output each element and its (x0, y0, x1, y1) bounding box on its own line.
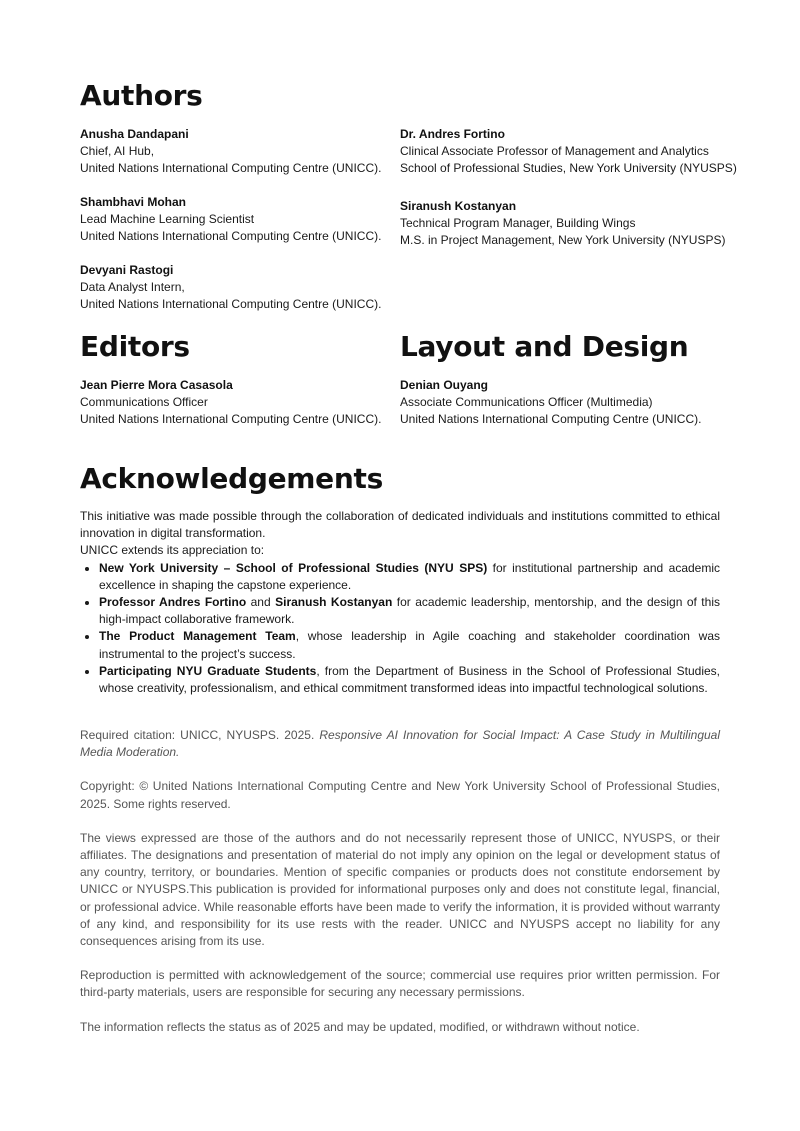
author-role: Technical Program Manager, Building Wings (400, 216, 636, 230)
layout-design-column (400, 330, 720, 445)
ack-item-bold: Professor Andres Fortino (99, 595, 247, 610)
author-name: Siranush Kostanyan (400, 199, 517, 213)
ack-item-bold: Siranush Kostanyan (275, 595, 393, 610)
ack-item-text: , whose leadership in Agile coaching and stakeholder coordination was instrumental to the project’s success. (99, 629, 720, 661)
authors-heading: Authors (80, 79, 203, 112)
designer-entry (400, 377, 720, 428)
author-affiliation: United Nations International Computing Centre (UNICC). (80, 229, 382, 243)
editors-column (80, 330, 400, 445)
author-role: Clinical Associate Professor of Management and Analytics (400, 144, 709, 158)
ack-item-bold: New York University – School of Professional Studies (NYU SPS) (99, 560, 488, 575)
author-affiliation: United Nations International Computing Centre (UNICC). (80, 161, 382, 175)
designer-affiliation: United Nations International Computing Centre (UNICC). (400, 412, 702, 426)
editors-design-section (80, 330, 720, 445)
ack-item-bold: Participating NYU Graduate Students (99, 663, 317, 678)
acknowledgements-section (80, 462, 720, 697)
acknowledgements-body (80, 508, 720, 697)
citation-prefix: Required citation: UNICC, NYUSPS. 2025. (80, 728, 320, 742)
designer-role: Associate Communications Officer (Multimedia) (400, 395, 653, 409)
ack-item-text: for academic leadership, mentorship, and the design of this high-impact collaborative framework. (99, 595, 720, 627)
editor-affiliation: United Nations International Computing Centre (UNICC). (80, 412, 382, 426)
designer-name: Denian Ouyang (400, 378, 489, 392)
author-name: Devyani Rastogi (80, 263, 174, 277)
author-role: Data Analyst Intern, (80, 280, 185, 294)
author-entry (400, 198, 726, 249)
author-name: Anusha Dandapani (80, 127, 189, 141)
author-name: Shambhavi Mohan (80, 195, 187, 209)
ack-list-item (99, 560, 720, 594)
author-role: Chief, AI Hub, (80, 144, 155, 158)
layout-design-heading: Layout and Design (400, 330, 689, 363)
authors-columns (80, 126, 737, 330)
reproduction-notice: Reproduction is permitted with acknowledgement of the source; commercial use requires prior written permission. For third-party materials, users are responsible for securing any necessary permissions. (80, 968, 720, 1000)
author-entry (80, 126, 400, 177)
citation-title: Responsive AI Innovation for Social Impact: A Case Study in Multilingual Media Moderation. (80, 728, 721, 760)
editor-entry (80, 377, 400, 428)
editor-role: Communications Officer (80, 395, 208, 409)
author-name: Dr. Andres Fortino (400, 127, 505, 141)
ack-list-item (99, 663, 720, 697)
ack-list-item (99, 628, 720, 662)
ack-intro: This initiative was made possible through the collaboration of dedicated individuals and institutions committed to ethical innovation in digital transformation. (80, 509, 720, 541)
views-disclaimer: The views expressed are those of the authors and do not necessarily represent those of UNICC, NYUSPS, or their affiliates. The designations and presentation of material do not imply any opinion on the legal or development status of any country, territory, or boundaries. Mention of specific companies or products does not constitute endorsement by UNICC or NYUSPS.This publication is provided for informational purposes only and does not constitute legal, financial, or professional advice. While reasonable efforts have been made to verify the information, it is provided without warranty of any kind, and responsibility for its use rests with the reader. UNICC and NYUSPS accept no liability for any consequences arising from its use. (80, 830, 720, 949)
editors-heading: Editors (80, 330, 190, 363)
status-notice: The information reflects the status as of 2025 and may be updated, modified, or withdrawn without notice. (80, 1019, 640, 1034)
authors-right-column (400, 126, 737, 330)
author-affiliation: School of Professional Studies, New York University (NYUSPS) (400, 161, 737, 175)
author-entry (80, 262, 400, 313)
ack-list (80, 560, 720, 698)
author-role: Lead Machine Learning Scientist (80, 212, 255, 226)
required-citation (80, 727, 720, 761)
ack-item-bold: The Product Management Team (99, 629, 296, 644)
ack-lead: UNICC extends its appreciation to: (80, 543, 265, 558)
author-entry (80, 194, 400, 245)
legal-section (80, 727, 720, 1053)
ack-list-item (99, 594, 720, 628)
editor-name: Jean Pierre Mora Casasola (80, 378, 233, 392)
author-affiliation: United Nations International Computing Centre (UNICC). (80, 297, 382, 311)
acknowledgements-heading: Acknowledgements (80, 462, 383, 495)
copyright-notice: Copyright: © United Nations International Computing Centre and New York University School of Professional Studies, 2025. Some rights reserved. (80, 779, 720, 811)
author-entry (400, 126, 737, 177)
author-affiliation: M.S. in Project Management, New York University (NYUSPS) (400, 233, 726, 247)
ack-item-text: for institutional partnership and academic excellence in shaping the capstone experience. (99, 560, 721, 592)
ack-item-text: , from the Department of Business in the School of Professional Studies, whose creativity, professionalism, and ethical commitment transformed ideas into impactful technological solutions. (99, 663, 720, 696)
authors-left-column (80, 126, 400, 330)
ack-item-text: and (246, 595, 276, 610)
authors-section (80, 79, 737, 330)
